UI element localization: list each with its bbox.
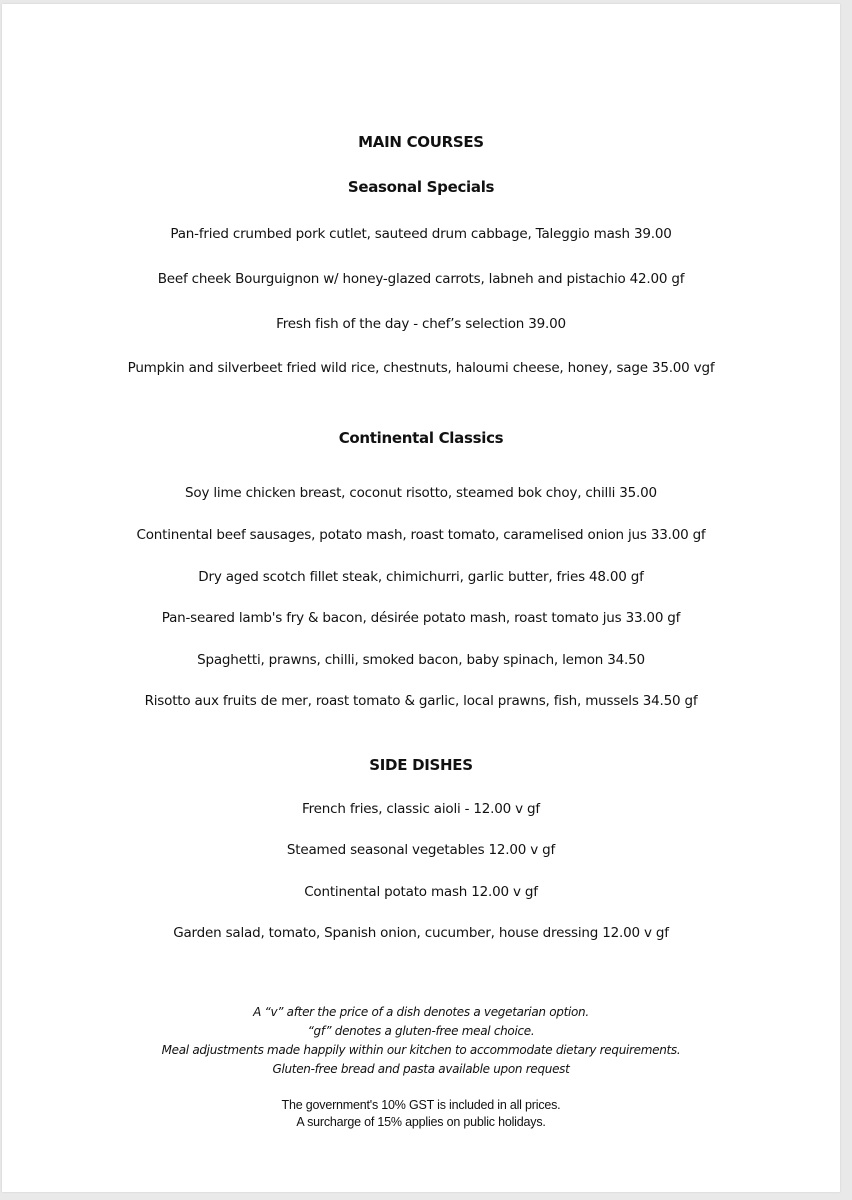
menu-item: Beef cheek Bourguignon w/ honey-glazed carrots, labneh and pistachio 42.00 gf: [157, 271, 685, 287]
section-title-seasonal-specials: Seasonal Specials: [347, 178, 495, 196]
menu-item: Pan-fried crumbed pork cutlet, sauteed drum cabbage, Taleggio mash 39.00: [170, 226, 672, 242]
tax-note: The government's 10% GST is included in all prices.: [281, 1098, 561, 1112]
menu-item: Pan-seared lamb's fry & bacon, désirée potato mash, roast tomato jus 33.00 gf: [161, 610, 681, 626]
dietary-note: A “v” after the price of a dish denotes a vegetarian option.: [253, 1005, 589, 1019]
menu-item: Fresh fish of the day - chef’s selection 39.00: [276, 316, 566, 332]
menu-item: Steamed seasonal vegetables 12.00 v gf: [286, 842, 556, 858]
menu-item: Continental potato mash 12.00 v gf: [304, 884, 538, 900]
dietary-note: Gluten-free bread and pasta available upon request: [272, 1062, 570, 1076]
menu-item: Garden salad, tomato, Spanish onion, cucumber, house dressing 12.00 v gf: [173, 925, 669, 941]
page-title: MAIN COURSES: [358, 133, 484, 151]
menu-page: [2, 4, 840, 1192]
menu-item: Continental beef sausages, potato mash, roast tomato, caramelised onion jus 33.00 gf: [136, 527, 706, 543]
tax-note: A surcharge of 15% applies on public holidays.: [296, 1115, 546, 1129]
section-title-continental-classics: Continental Classics: [338, 429, 504, 447]
dietary-note: Meal adjustments made happily within our kitchen to accommodate dietary requirements.: [161, 1043, 681, 1057]
menu-item: Pumpkin and silverbeet fried wild rice, chestnuts, haloumi cheese, honey, sage 35.00 vgf: [127, 360, 715, 376]
section-title-side-dishes: SIDE DISHES: [369, 756, 473, 774]
menu-item: Soy lime chicken breast, coconut risotto, steamed bok choy, chilli 35.00: [185, 485, 657, 501]
menu-item: French fries, classic aioli - 12.00 v gf: [302, 801, 540, 817]
menu-item: Risotto aux fruits de mer, roast tomato & garlic, local prawns, fish, mussels 34.50 gf: [144, 693, 698, 709]
menu-item: Spaghetti, prawns, chilli, smoked bacon, baby spinach, lemon 34.50: [197, 652, 645, 668]
dietary-note: “gf” denotes a gluten-free meal choice.: [307, 1024, 535, 1038]
menu-item: Dry aged scotch fillet steak, chimichurri, garlic butter, fries 48.00 gf: [198, 569, 644, 585]
